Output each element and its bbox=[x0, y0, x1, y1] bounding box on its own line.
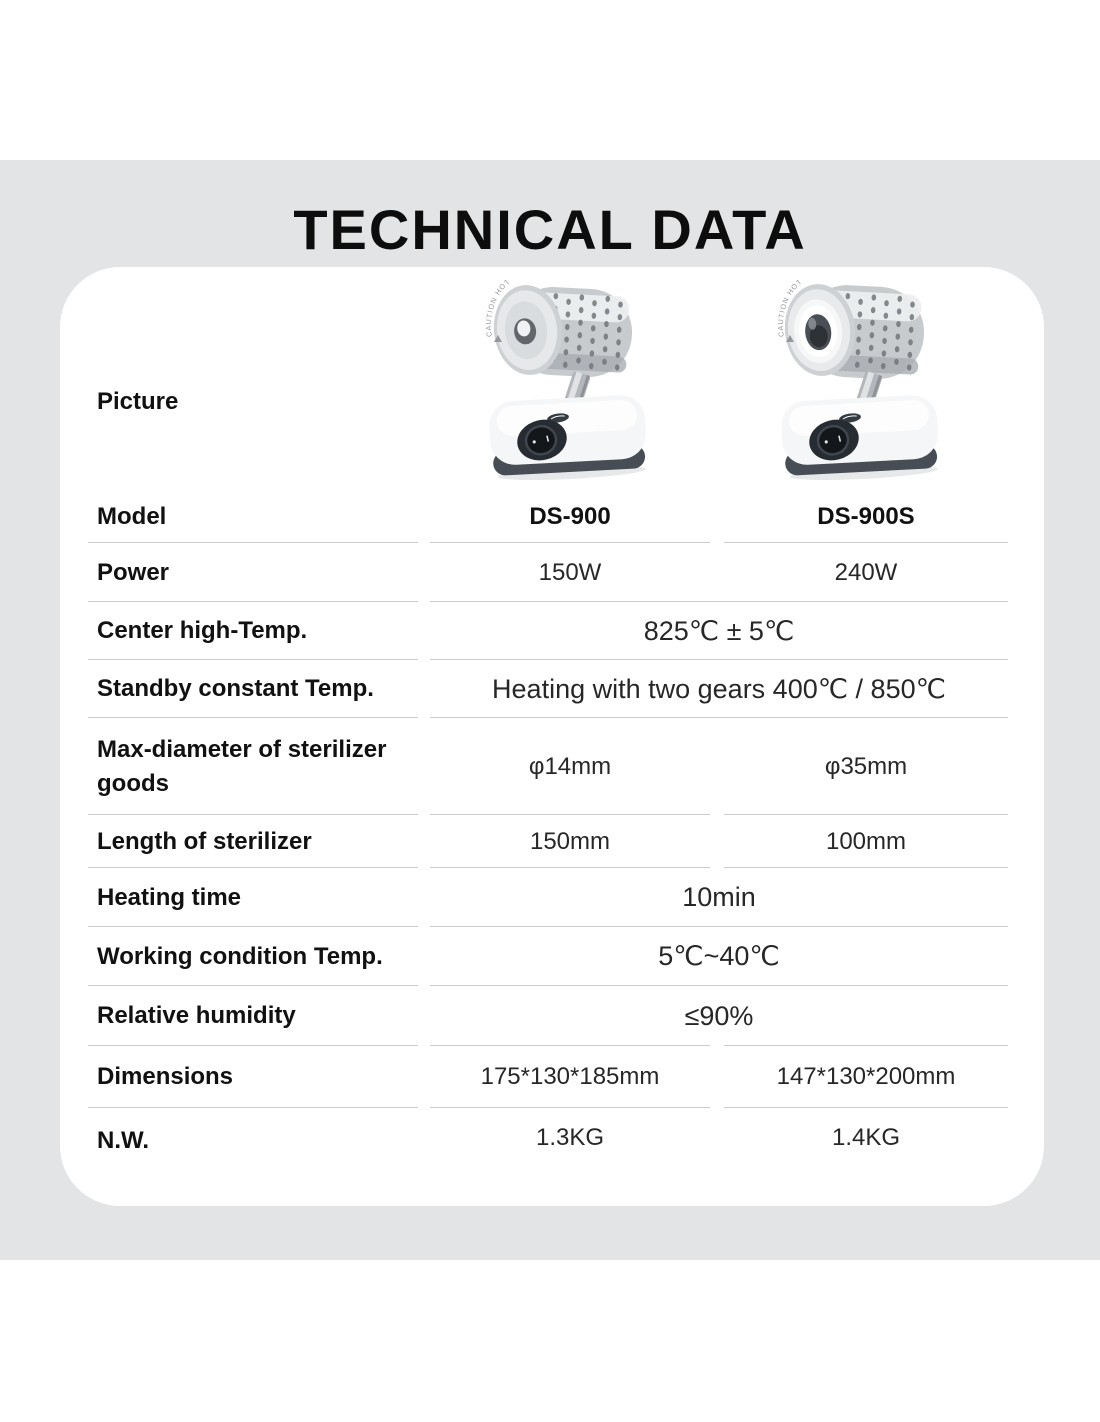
row-label: Relative humidity bbox=[97, 1002, 296, 1030]
table-row-humidity bbox=[60, 986, 1044, 1046]
max-diameter-value-1: φ14mm bbox=[528, 752, 612, 780]
center-temp-value: 825℃ ± 5℃ bbox=[643, 615, 795, 646]
net-weight-value-1: 1.3KG bbox=[535, 1124, 605, 1151]
length-value-2: 100mm bbox=[825, 827, 907, 855]
base bbox=[780, 394, 940, 483]
power-value-1: 150W bbox=[538, 558, 602, 586]
table-row-center-temp bbox=[60, 602, 1044, 660]
base bbox=[488, 394, 648, 483]
power-value-2: 240W bbox=[834, 558, 898, 586]
table-row-dimensions bbox=[60, 1046, 1044, 1108]
row-label: Standby constant Temp. bbox=[97, 675, 374, 703]
row-label: Working condition Temp. bbox=[97, 942, 383, 970]
model-ds-900: DS-900 bbox=[529, 502, 611, 530]
net-weight-value-2: 1.4KG bbox=[831, 1124, 901, 1151]
caution-hot-label: CAUTION HOT bbox=[483, 280, 513, 338]
row-label: Picture bbox=[97, 388, 179, 415]
model-ds-900s: DS-900S bbox=[817, 502, 915, 530]
max-diameter-value-2: φ35mm bbox=[824, 752, 908, 780]
row-label: Dimensions bbox=[97, 1063, 234, 1091]
caution-hot-label: CAUTION HOT bbox=[775, 280, 805, 338]
standby-temp-value: Heating with two gears 400℃ / 850℃ bbox=[492, 673, 946, 704]
table-row-net-weight bbox=[60, 1108, 1044, 1206]
heating-time-value: 10min bbox=[682, 882, 756, 912]
working-temp-value: 5℃~40℃ bbox=[658, 941, 780, 971]
page-title: TECHNICAL DATA bbox=[293, 198, 807, 261]
dimensions-value-2: 147*130*200mm bbox=[776, 1063, 956, 1090]
row-label: Max-diameter of sterilizer goods bbox=[97, 735, 387, 797]
row-label: N.W. bbox=[97, 1127, 149, 1154]
row-label: Heating time bbox=[97, 883, 242, 911]
table-row-working-temp bbox=[60, 927, 1044, 986]
table-row-heating-time bbox=[60, 868, 1044, 927]
table-row-power bbox=[60, 543, 1044, 602]
table-row-standby-temp bbox=[60, 660, 1044, 718]
row-label: Power bbox=[97, 558, 170, 586]
table-row-length bbox=[60, 815, 1044, 868]
table-row-max-diameter bbox=[60, 718, 1044, 815]
product-image-ds-900 bbox=[458, 280, 688, 485]
table-row-model bbox=[60, 490, 1044, 543]
row-label: Center high-Temp. bbox=[97, 617, 308, 645]
product-image-ds-900s bbox=[750, 280, 980, 485]
row-label: Model bbox=[97, 502, 167, 530]
table-row-picture bbox=[60, 267, 1044, 490]
row-label: Length of sterilizer bbox=[97, 827, 312, 855]
dimensions-value-1: 175*130*185mm bbox=[480, 1063, 660, 1090]
spec-card bbox=[60, 267, 1044, 1206]
humidity-value: ≤90% bbox=[684, 1000, 754, 1031]
length-value-1: 150mm bbox=[529, 827, 611, 855]
